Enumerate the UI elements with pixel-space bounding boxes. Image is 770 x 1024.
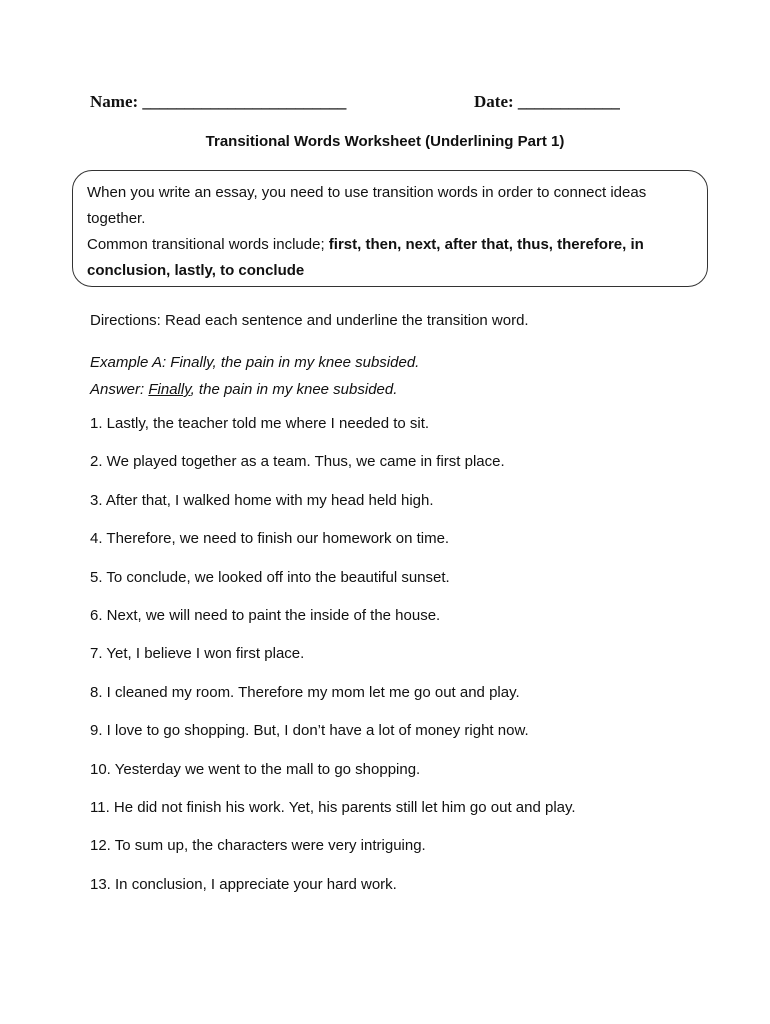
info-intro: When you write an essay, you need to use transition words in order to connect ideas together. — [87, 184, 647, 227]
sentence-item: 10. Yesterday we went to the mall to go shopping. — [90, 760, 421, 778]
example-answer-prefix: Answer: — [90, 381, 149, 398]
sentence-item: 7. Yet, I believe I won first place. — [90, 645, 305, 663]
example-question: Example A: Finally, the pain in my knee subsided. — [90, 354, 420, 371]
info-common-list: first, then, next, after that, thus, therefore, in conclusion, lastly, to conclude — [87, 236, 644, 279]
sentence-item: 12. To sum up, the characters were very intriguing. — [90, 837, 426, 855]
sentence-item: 6. Next, we will need to paint the inside of the house. — [90, 606, 441, 624]
info-common-prefix: Common transitional words include; — [87, 236, 329, 253]
example-answer-rest: , the pain in my knee subsided. — [190, 381, 398, 398]
sentence-item: 8. I cleaned my room. Therefore my mom let me go out and play. — [90, 683, 520, 701]
name-field: Name: ________________________ — [90, 92, 347, 111]
directions: Directions: Read each sentence and underline the transition word. — [90, 312, 529, 329]
info-box — [72, 170, 708, 287]
sentence-item: 3. After that, I walked home with my head held high. — [90, 491, 434, 509]
date-field: Date: ____________ — [474, 92, 620, 111]
sentence-list — [90, 413, 576, 912]
sentence-item: 5. To conclude, we looked off into the beautiful sunset. — [90, 568, 450, 586]
sentence-item: 13. In conclusion, I appreciate your hard work. — [90, 875, 397, 893]
example-answer — [90, 376, 419, 403]
sentence-item: 1. Lastly, the teacher told me where I needed to sit. — [90, 415, 430, 432]
sentence-item: 11. He did not finish his work. Yet, his parents still let him go out and play. — [90, 798, 576, 816]
worksheet-title: Transitional Words Worksheet (Underlining Part 1) — [205, 133, 565, 150]
header-row — [90, 92, 650, 116]
info-common-words — [87, 232, 693, 284]
sentence-item: 4. Therefore, we need to finish our homework on time. — [90, 530, 450, 548]
sentence-item: 2. We played together as a team. Thus, we came in first place. — [90, 453, 505, 471]
example-block — [90, 349, 419, 403]
sentence-item: 9. I love to go shopping. But, I don’t have a lot of money right now. — [90, 722, 529, 740]
example-answer-word: Finally — [148, 381, 191, 398]
